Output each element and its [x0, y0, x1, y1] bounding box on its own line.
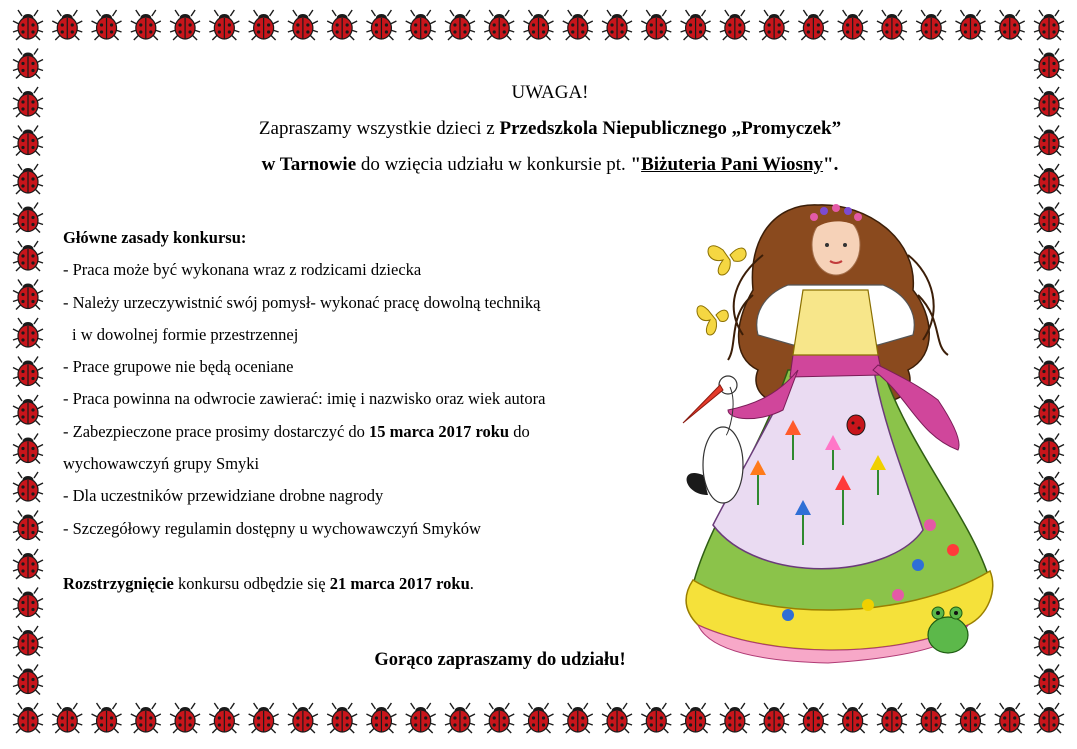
- yellow-butterfly: [697, 306, 728, 335]
- bodice: [793, 290, 878, 355]
- kindergarten-name: Przedszkola Niepublicznego „Promyczek”: [499, 118, 842, 139]
- verdict-end: .: [469, 574, 474, 593]
- rule-item-continuation: i w dowolnej formie przestrzennej: [72, 324, 299, 344]
- ladybug-on-skirt: [847, 415, 865, 435]
- quote-close: ".: [823, 154, 839, 175]
- sash: [790, 355, 882, 377]
- deadline-text: - Zabezpieczone prace prosimy dostarczyć do: [63, 421, 370, 441]
- verdict-line: [63, 574, 474, 594]
- invitation-line-2-text: do wzięcia udziału w konkursie pt.: [356, 154, 631, 175]
- contest-rules: [63, 222, 545, 545]
- contest-name: Biżuteria Pani Wiosny: [641, 154, 824, 175]
- invitation-line-2: [0, 154, 1077, 176]
- closing-invitation: Gorąco zapraszamy do udziału!: [374, 650, 626, 670]
- stork: [683, 376, 743, 503]
- verdict-text: konkursu odbędzie się: [173, 574, 330, 593]
- rule-item: - Prace grupowe nie będą oceniane: [63, 357, 294, 377]
- rule-item: - Praca powinna na odwrocie zawierać: imię i nazwisko oraz wiek autora: [63, 389, 546, 409]
- notice-title: UWAGA!: [511, 82, 589, 103]
- quote-open: ": [630, 154, 642, 175]
- rule-item: - Należy urzeczywistnić swój pomysł- wykonać pracę dowolną techniką: [63, 292, 541, 312]
- rule-item: - Dla uczestników przewidziane drobne nagrody: [63, 486, 384, 506]
- city-name: w Tarnowie: [261, 154, 357, 175]
- rules-heading: Główne zasady konkursu:: [63, 228, 247, 247]
- yellow-butterfly: [708, 246, 746, 275]
- rule-item-deadline: [63, 416, 545, 448]
- deadline-text-end: do: [509, 421, 530, 441]
- spring-lady-illustration: [668, 195, 1008, 675]
- rule-item-continuation: wychowawczyń grupy Smyki: [63, 454, 260, 474]
- deadline-date: 15 marca 2017 roku: [369, 421, 510, 441]
- verdict-label: Rozstrzygnięcie: [63, 574, 174, 593]
- rule-item: - Szczegółowy regulamin dostępny u wychowawczyń Smyków: [63, 518, 481, 538]
- rule-item: - Praca może być wykonana wraz z rodzicami dziecka: [63, 260, 422, 280]
- invitation-line-1-text: Zapraszamy wszystkie dzieci z: [258, 118, 500, 139]
- invitation-line-1: [0, 118, 1077, 140]
- verdict-date: 21 marca 2017 roku: [329, 574, 470, 593]
